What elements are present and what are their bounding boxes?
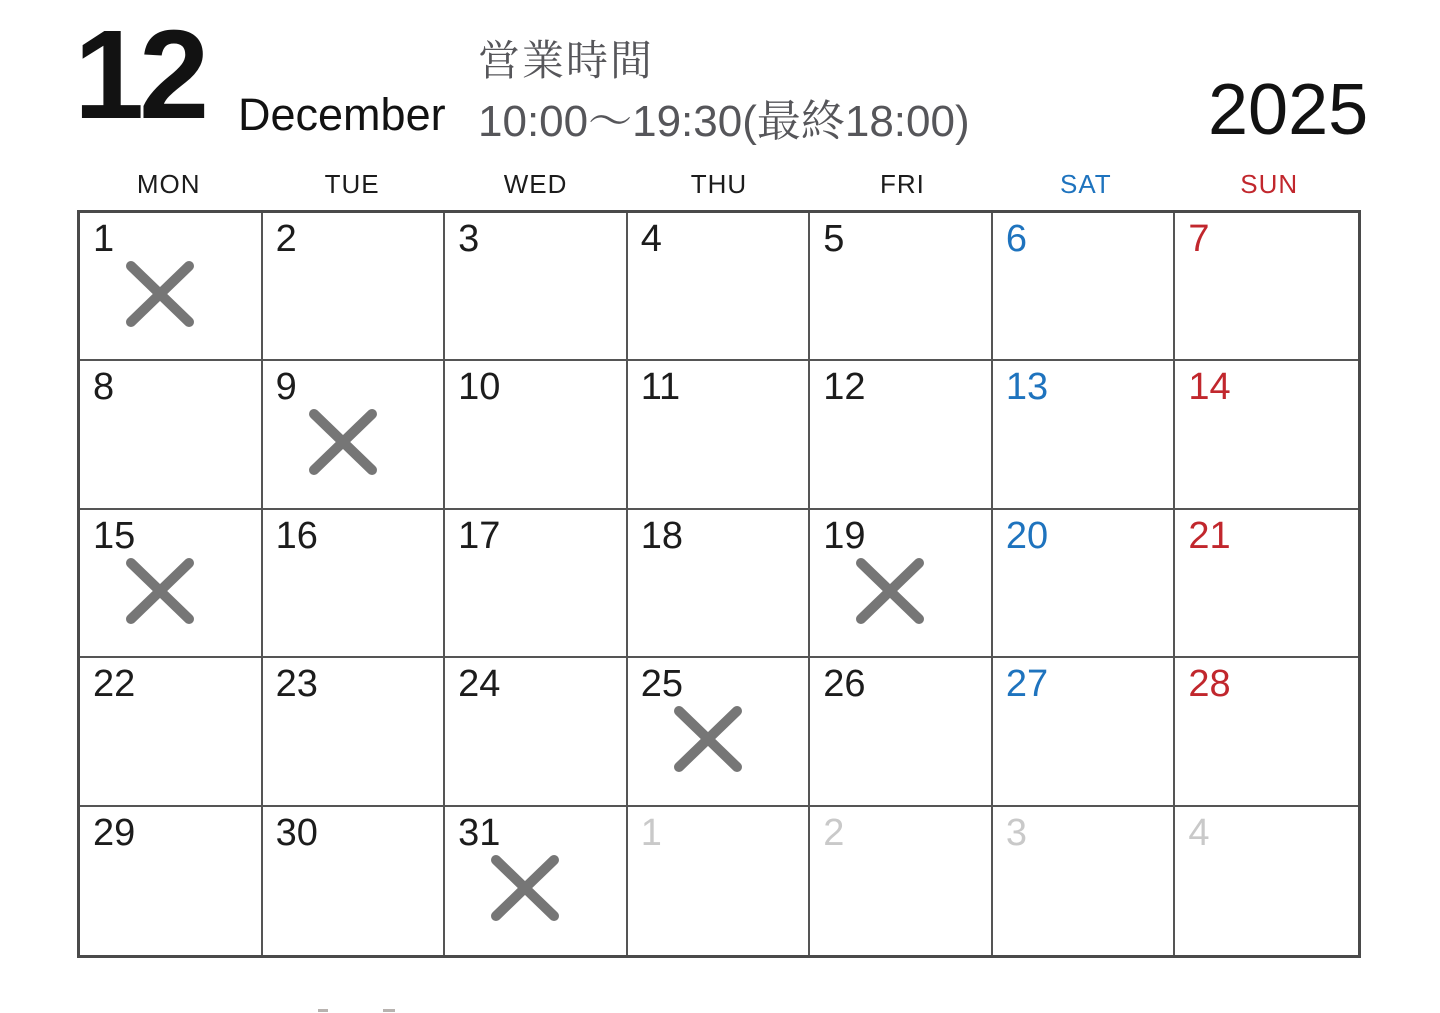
day-number: 3 xyxy=(458,218,480,260)
day-number: 9 xyxy=(275,366,297,409)
closed-x-icon xyxy=(303,403,383,481)
day-number: 11 xyxy=(640,366,681,409)
closed-x-icon xyxy=(485,849,565,927)
calendar-cell-18 xyxy=(628,510,811,658)
day-number: 20 xyxy=(1005,514,1049,557)
closed-x-icon xyxy=(850,552,930,630)
calendar-cell-31 xyxy=(445,807,628,955)
day-number: 22 xyxy=(93,663,136,706)
weekday-label-fri: FRI xyxy=(879,169,925,199)
calendar-cell-5 xyxy=(810,213,993,361)
month-name: December xyxy=(238,89,446,140)
day-number: 26 xyxy=(823,663,866,706)
day-number: 4 xyxy=(640,218,662,260)
day-number: 13 xyxy=(1005,366,1049,409)
calendar-cell-24 xyxy=(445,658,628,806)
calendar-cell-next-month-4 xyxy=(1175,807,1358,955)
weekday-label-tue: TUE xyxy=(324,169,380,199)
day-number: 19 xyxy=(823,514,866,557)
day-number: 1 xyxy=(93,218,115,260)
day-number: 6 xyxy=(1005,218,1027,260)
calendar-cell-6 xyxy=(993,213,1176,361)
day-number: 14 xyxy=(1188,366,1231,409)
day-number: 21 xyxy=(1188,514,1231,557)
day-number: 1 xyxy=(640,811,662,854)
weekday-label-wed: WED xyxy=(503,169,568,199)
day-number: 15 xyxy=(93,514,136,557)
calendar-cell-next-month-1 xyxy=(628,807,811,955)
closed-x-icon xyxy=(120,255,200,333)
closed-x-icon xyxy=(668,700,748,778)
day-number: 23 xyxy=(275,663,318,706)
day-number: 8 xyxy=(93,366,115,409)
calendar-cell-23 xyxy=(263,658,446,806)
day-number: 29 xyxy=(93,811,136,854)
calendar-cell-16 xyxy=(263,510,446,658)
calendar-cell-7 xyxy=(1175,213,1358,361)
calendar-cell-2 xyxy=(263,213,446,361)
calendar-cell-9 xyxy=(263,361,446,509)
weekday-label-sun: SUN xyxy=(1240,169,1299,199)
day-number: 2 xyxy=(823,811,845,854)
business-hours-value: 10:00〜19:30(最終18:00) xyxy=(478,97,970,147)
weekday-row xyxy=(77,166,1361,202)
calendar-cell-21 xyxy=(1175,510,1358,658)
calendar-cell-26 xyxy=(810,658,993,806)
calendar-cell-4 xyxy=(628,213,811,361)
calendar-cell-14 xyxy=(1175,361,1358,509)
calendar-cell-27 xyxy=(993,658,1176,806)
day-number: 3 xyxy=(1005,811,1027,854)
calendar-cell-8 xyxy=(80,361,263,509)
calendar-cell-22 xyxy=(80,658,263,806)
calendar-cell-19 xyxy=(810,510,993,658)
month-number: 12 xyxy=(74,4,205,145)
calendar-cell-29 xyxy=(80,807,263,955)
calendar-cell-next-month-2 xyxy=(810,807,993,955)
calendar-cell-30 xyxy=(263,807,446,955)
calendar-cell-next-month-3 xyxy=(993,807,1176,955)
closed-x-icon xyxy=(120,552,200,630)
day-number: 18 xyxy=(640,514,683,557)
weekday-label-sat: SAT xyxy=(1060,169,1112,199)
day-number: 28 xyxy=(1188,663,1231,706)
day-number: 4 xyxy=(1188,811,1210,854)
calendar-cell-13 xyxy=(993,361,1176,509)
day-number: 5 xyxy=(823,218,845,260)
year: 2025 xyxy=(1208,70,1369,150)
day-number: 24 xyxy=(458,663,501,706)
calendar-cell-11 xyxy=(628,361,811,509)
day-number: 12 xyxy=(823,366,866,409)
business-hours xyxy=(478,38,970,147)
weekday-label-mon: MON xyxy=(136,169,201,199)
calendar-cell-20 xyxy=(993,510,1176,658)
calendar-cell-1 xyxy=(80,213,263,361)
calendar-cell-15 xyxy=(80,510,263,658)
calendar-grid xyxy=(77,210,1361,958)
day-number: 7 xyxy=(1188,218,1210,260)
calendar-cell-17 xyxy=(445,510,628,658)
calendar-cell-25 xyxy=(628,658,811,806)
calendar-cell-28 xyxy=(1175,658,1358,806)
day-number: 2 xyxy=(275,218,297,260)
day-number: 16 xyxy=(275,514,318,557)
day-number: 31 xyxy=(458,811,501,854)
business-hours-title: 営業時間 xyxy=(478,37,655,84)
day-number: 25 xyxy=(640,663,683,706)
calendar-cell-12 xyxy=(810,361,993,509)
cropped-text-fragment xyxy=(318,1009,328,1012)
day-number: 27 xyxy=(1005,663,1049,706)
calendar-cell-3 xyxy=(445,213,628,361)
day-number: 17 xyxy=(458,514,501,557)
day-number: 30 xyxy=(275,811,318,854)
weekday-label-thu: THU xyxy=(690,169,748,199)
day-number: 10 xyxy=(458,366,501,409)
cropped-text-fragment xyxy=(383,1009,395,1012)
calendar-cell-10 xyxy=(445,361,628,509)
